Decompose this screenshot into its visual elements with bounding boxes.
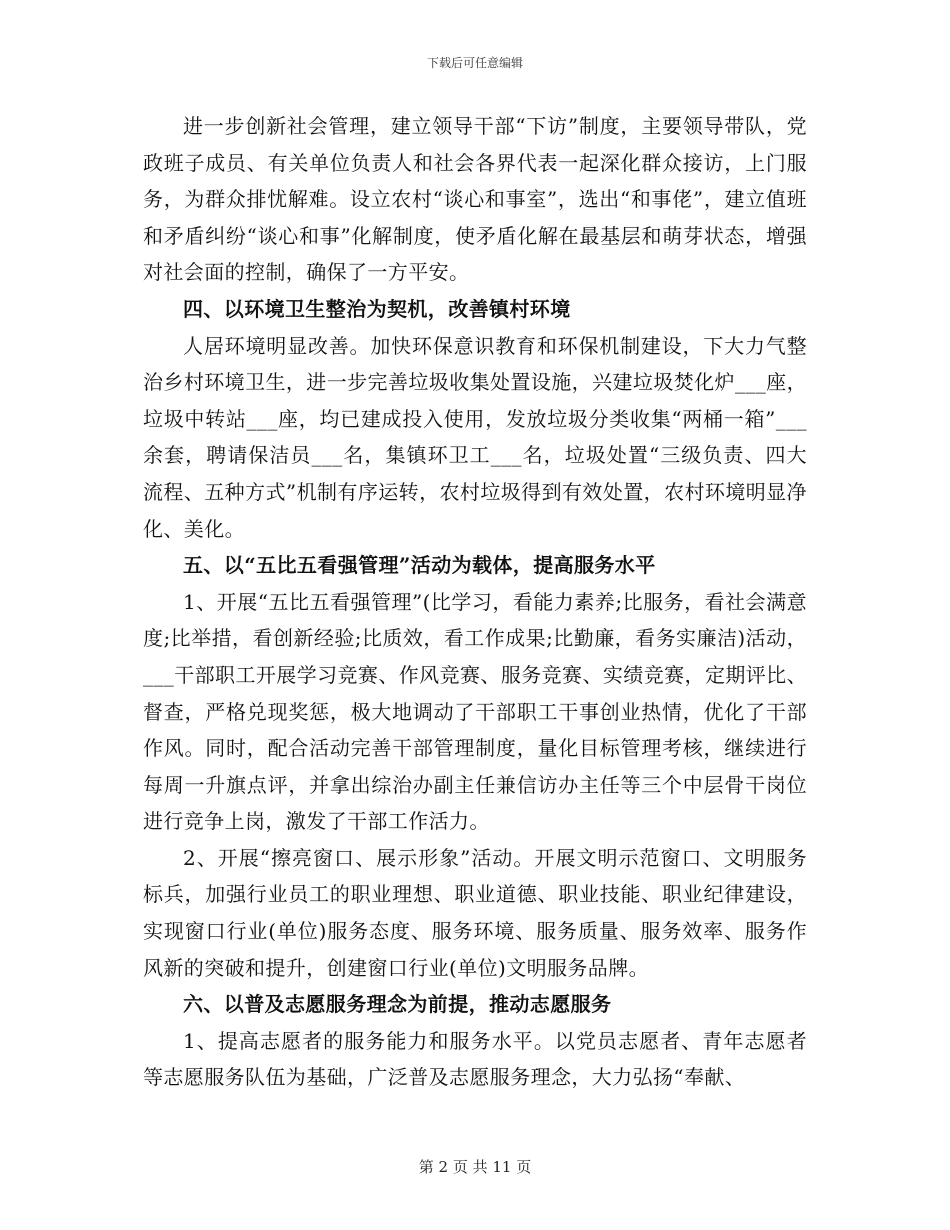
paragraph-environment: 人居环境明显改善。加快环保意识教育和环保机制建设，下大力气整治乡村环境卫生，进一步完善垃圾收集处置设施，兴建垃圾焚化炉___座，垃圾中转站___座，均已建成投入使用，发放垃圾分类收集“两桶一箱”___余套，聘请保洁员___名，集镇环卫工___名，垃圾处置“三级负责、四大流程、五种方式”机制有序运转，农村垃圾得到有效处置，农村环境明显净化、美化。 xyxy=(143,333,807,541)
paragraph-window-image: 2、开展“擦亮窗口、展示形象”活动。开展文明示范窗口、文明服务标兵，加强行业员工的职业理想、职业道德、职业技能、职业纪律建设，实现窗口行业(单位)服务态度、服务环境、服务质量、服务效率、服务作风新的突破和提升，创建窗口行业(单位)文明服务品牌。 xyxy=(143,845,807,980)
paragraph-social-management: 进一步创新社会管理，建立领导干部“下访”制度，主要领导带队，党政班子成员、有关单位负责人和社会各界代表一起深化群众接访，上门服务，为群众排忧解难。设立农村“谈心和事室”，选出“和事佬”，建立值班和矛盾纠纷“谈心和事”化解制度，使矛盾化解在最基层和萌芽状态，增强对社会面的控制，确保了一方平安。 xyxy=(143,114,807,285)
section-heading-6: 六、以普及志愿服务理念为前提，推动志愿服务 xyxy=(183,992,612,1017)
document-body xyxy=(143,108,807,1096)
section-heading-5: 五、以“五比五看强管理”活动为载体，提高服务水平 xyxy=(183,553,656,578)
section-heading-4: 四、以环境卫生整治为契机，改善镇村环境 xyxy=(183,296,571,321)
paragraph-volunteers: 1、提高志愿者的服务能力和服务水平。以党员志愿者、青年志愿者等志愿服务队伍为基础，广泛普及志愿服务理念，大力弘扬“奉献、 xyxy=(143,1028,807,1090)
page-number: 第 2 页 共 11 页 xyxy=(418,1158,532,1176)
page-header-note: 下载后可任意编辑 xyxy=(426,56,523,70)
paragraph-five-comparisons: 1、开展“五比五看强管理”(比学习，看能力素养;比服务，看社会满意度;比举措，看创新经验;比质效，看工作成果;比勤廉，看务实廉洁)活动，___干部职工开展学习竞赛、作风竞赛、服务竞赛、实绩竞赛，定期评比、督查，严格兑现奖惩，极大地调动了干部职工干事创业热情，优化了干部作风。同时，配合活动完善干部管理制度，量化目标管理考核，继续进行每周一升旗点评，并拿出综治办副主任兼信访办主任等三个中层骨干岗位进行竞争上岗，激发了干部工作活力。 xyxy=(143,589,807,834)
